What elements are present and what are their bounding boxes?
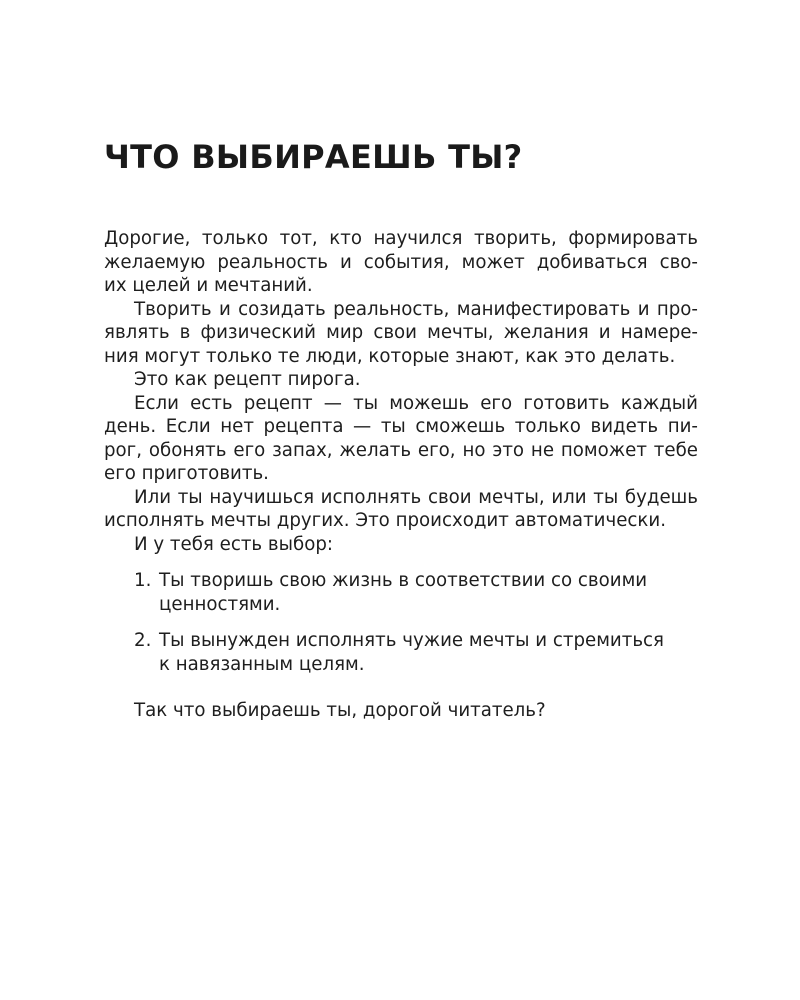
paragraph-line: исполнять мечты других. Это происходит автоматически.	[104, 510, 667, 531]
choice-line: Ты творишь свою жизнь в соответствии со своими	[159, 570, 648, 591]
choice-number: 1.	[134, 570, 152, 591]
paragraph-line: ния могут только те люди, которые знают, как это делать.	[104, 345, 676, 367]
paragraph-3	[104, 368, 698, 392]
paragraph-line: И у тебя есть выбор:	[134, 533, 334, 555]
chapter-body	[104, 227, 698, 723]
paragraph-6	[104, 533, 698, 557]
paragraph-line: Творить и созидать реальность, манифестировать и про-	[134, 298, 698, 320]
paragraph-line: Это как рецепт пирога.	[134, 369, 361, 390]
paragraph-line: Или ты научишься исполнять свои мечты, или ты будешь	[134, 486, 698, 508]
closing-question	[104, 699, 698, 723]
paragraph-line: его приготовить.	[104, 463, 269, 484]
paragraph-4	[104, 392, 698, 486]
choice-line: Ты вынужден исполнять чужие мечты и стремиться	[159, 630, 664, 651]
paragraph-5	[104, 486, 698, 533]
paragraph-2	[104, 298, 698, 369]
choice-line: ценностями.	[159, 593, 281, 615]
choice-item-2	[104, 629, 698, 676]
choice-line: к навязанным целям.	[159, 653, 365, 675]
chapter-heading: ЧТО ВЫБИРАЕШЬ ТЫ?	[104, 138, 523, 176]
paragraph-line: Если есть рецепт — ты можешь его готовить каждый	[134, 392, 698, 414]
closing-line: Так что выбираешь ты, дорогой читатель?	[134, 700, 546, 721]
paragraph-line: Дорогие, только тот, кто научился творить, формировать	[104, 228, 698, 249]
choice-number: 2.	[134, 630, 152, 651]
paragraph-line: день. Если нет рецепта — ты сможешь только видеть пи-	[104, 416, 698, 437]
paragraph-1	[104, 227, 698, 298]
choice-item-1	[104, 569, 698, 616]
paragraph-line: являть в физический мир свои мечты, желания и намере-	[104, 322, 698, 343]
paragraph-line: рог, обонять его запах, желать его, но это не поможет тебе	[104, 439, 698, 461]
paragraph-line: их целей и мечтаний.	[104, 275, 313, 296]
paragraph-line: желаемую реальность и события, может добиваться сво-	[104, 251, 698, 273]
